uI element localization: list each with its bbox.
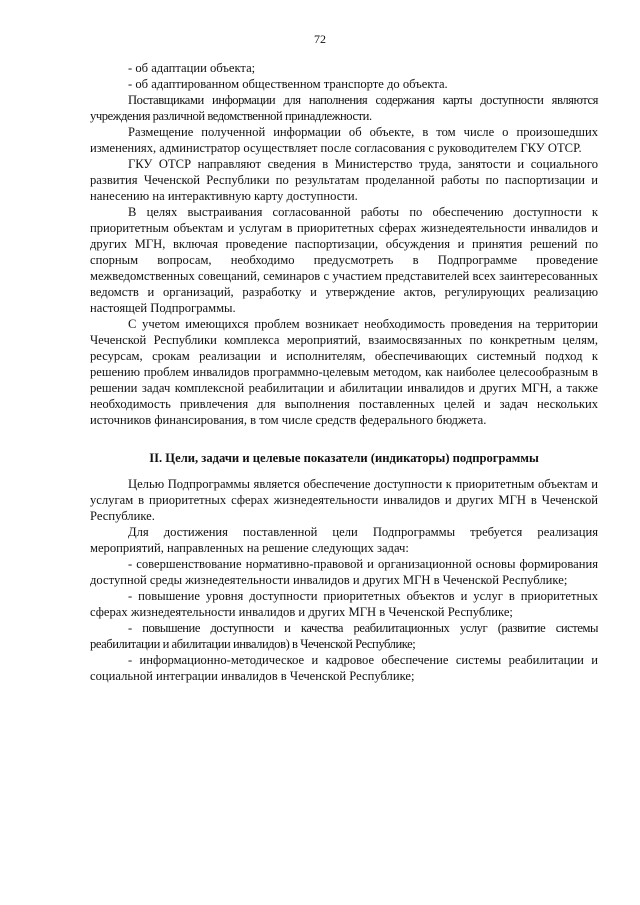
list-item: - повышение уровня доступности приоритетных объектов и услуг в приоритетных сферах жизнедеятельности инвалидов и других МГН в Чеченской Республике; — [90, 589, 598, 619]
paragraph: В целях выстраивания согласованной работы по обеспечению доступности к приоритетным объектам и услугам в приоритетных сферах жизнедеятельности инвалидов и других МГН, включая проведение паспортизации, обсуждения и принятия решений по спорным вопросам, необходимо предусмотреть в Подпрограмме проведение межведомственных совещаний, семинаров с участием представителей всех заинтересованных ведомств и организаций, разработку и утверждение актов, регулирующих реализацию настоящей Подпрограммы. — [90, 205, 598, 315]
list-item: - повышение доступности и качества реабилитационных услуг (развитие системы реабилитации и абилитации инвалидов) в Чеченской Республике; — [90, 621, 598, 651]
paragraph: Для достижения поставленной цели Подпрограммы требуется реализация мероприятий, направленных на решение следующих задач: — [90, 525, 598, 555]
list-item: - совершенствование нормативно-правовой и организационной основы формирования доступной среды жизнедеятельности инвалидов и других МГН в Чеченской Республике; — [90, 557, 598, 587]
list-item: - информационно-методическое и кадровое обеспечение системы реабилитации и социальной интеграции инвалидов в Чеченской Республике; — [90, 653, 598, 683]
page-number: 72 — [314, 32, 326, 46]
document-body — [90, 60, 598, 684]
paragraph: Целью Подпрограммы является обеспечение доступности к приоритетным объектам и услугам в приоритетных сферах жизнедеятельности инвалидов и других МГН в Чеченской Республике. — [90, 477, 598, 523]
paragraph: - об адаптированном общественном транспорте до объекта. — [128, 77, 448, 91]
paragraph: С учетом имеющихся проблем возникает необходимость проведения на территории Чеченской Республики комплекса мероприятий, взаимосвязанных по конкретным целям, ресурсам, срокам реализации и исполнителям, обеспечивающих системный подход к решению проблем инвалидов программно-целевым методом, как наиболее целесообразным в решении задач комплексной реабилитации и абилитации инвалидов и других МГН, а также необходимость привлечения для выполнения поставленных целей и задач нескольких источников финансирования, в том числе средств федерального бюджета. — [90, 317, 598, 427]
section-heading: II. Цели, задачи и целевые показатели (индикаторы) подпрограммы — [149, 451, 539, 465]
paragraph: Размещение полученной информации об объекте, в том числе о произошедших изменениях, администратор осуществляет после согласования с руководителем ГКУ ОТСР. — [90, 125, 598, 155]
paragraph: ГКУ ОТСР направляют сведения в Министерство труда, занятости и социального развития Чеченской Республики по результатам проделанной работы по паспортизации и нанесению на интерактивную карту доступности. — [90, 157, 598, 203]
paragraph: Поставщиками информации для наполнения содержания карты доступности являются учреждения различной ведомственной принадлежности. — [90, 93, 598, 123]
paragraph: - об адаптации объекта; — [128, 61, 256, 75]
